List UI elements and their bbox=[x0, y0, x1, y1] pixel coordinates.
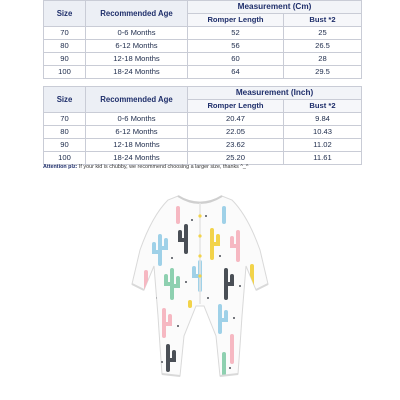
header-recommended-age: Recommended Age bbox=[86, 1, 188, 27]
cell-age: 6-12 Months bbox=[86, 40, 188, 53]
cell-length: 60 bbox=[188, 53, 284, 66]
attention-text: If your kid is chubby, we recommend choosing a larger size, thanks ^_^ bbox=[77, 164, 249, 170]
cell-size: 100 bbox=[44, 152, 86, 165]
header-measurement: Measurement (Inch) bbox=[188, 87, 362, 100]
cell-length: 22.05 bbox=[188, 126, 284, 139]
header-recommended-age: Recommended Age bbox=[86, 87, 188, 113]
cell-length: 56 bbox=[188, 40, 284, 53]
cell-size: 90 bbox=[44, 139, 86, 152]
cell-size: 100 bbox=[44, 66, 86, 79]
header-size: Size bbox=[44, 87, 86, 113]
cell-bust: 28 bbox=[284, 53, 362, 66]
cell-length: 20.47 bbox=[188, 113, 284, 126]
header-measurement: Measurement (Cm) bbox=[188, 1, 362, 14]
cell-size: 70 bbox=[44, 113, 86, 126]
table-row bbox=[44, 53, 362, 66]
table-row bbox=[44, 126, 362, 139]
attention-label: Attention plz: bbox=[43, 164, 78, 170]
table-row bbox=[44, 139, 362, 152]
attention-note bbox=[43, 164, 373, 170]
cell-bust: 11.61 bbox=[284, 152, 362, 165]
cell-age: 12-18 Months bbox=[86, 139, 188, 152]
cell-age: 18-24 Months bbox=[86, 152, 188, 165]
cell-size: 80 bbox=[44, 40, 86, 53]
cell-bust: 26.5 bbox=[284, 40, 362, 53]
table-row bbox=[44, 40, 362, 53]
cell-length: 25.20 bbox=[188, 152, 284, 165]
header-romper-length: Romper Length bbox=[188, 100, 284, 113]
cell-age: 0-6 Months bbox=[86, 113, 188, 126]
cell-length: 23.62 bbox=[188, 139, 284, 152]
size-table-cm bbox=[43, 0, 362, 79]
table-row bbox=[44, 27, 362, 40]
cell-size: 70 bbox=[44, 27, 86, 40]
cell-bust: 10.43 bbox=[284, 126, 362, 139]
cell-bust: 11.02 bbox=[284, 139, 362, 152]
cell-bust: 9.84 bbox=[284, 113, 362, 126]
cell-length: 64 bbox=[188, 66, 284, 79]
cell-length: 52 bbox=[188, 27, 284, 40]
cell-size: 90 bbox=[44, 53, 86, 66]
table-row bbox=[44, 113, 362, 126]
cell-bust: 25 bbox=[284, 27, 362, 40]
table-row bbox=[44, 152, 362, 165]
table-row bbox=[44, 66, 362, 79]
cell-bust: 29.5 bbox=[284, 66, 362, 79]
cell-age: 6-12 Months bbox=[86, 126, 188, 139]
cell-age: 12-18 Months bbox=[86, 53, 188, 66]
cell-age: 18-24 Months bbox=[86, 66, 188, 79]
header-bust: Bust *2 bbox=[284, 100, 362, 113]
header-romper-length: Romper Length bbox=[188, 14, 284, 27]
header-bust: Bust *2 bbox=[284, 14, 362, 27]
size-table-inch bbox=[43, 86, 362, 165]
romper-photo bbox=[120, 186, 280, 386]
cell-age: 0-6 Months bbox=[86, 27, 188, 40]
cell-size: 80 bbox=[44, 126, 86, 139]
header-size: Size bbox=[44, 1, 86, 27]
